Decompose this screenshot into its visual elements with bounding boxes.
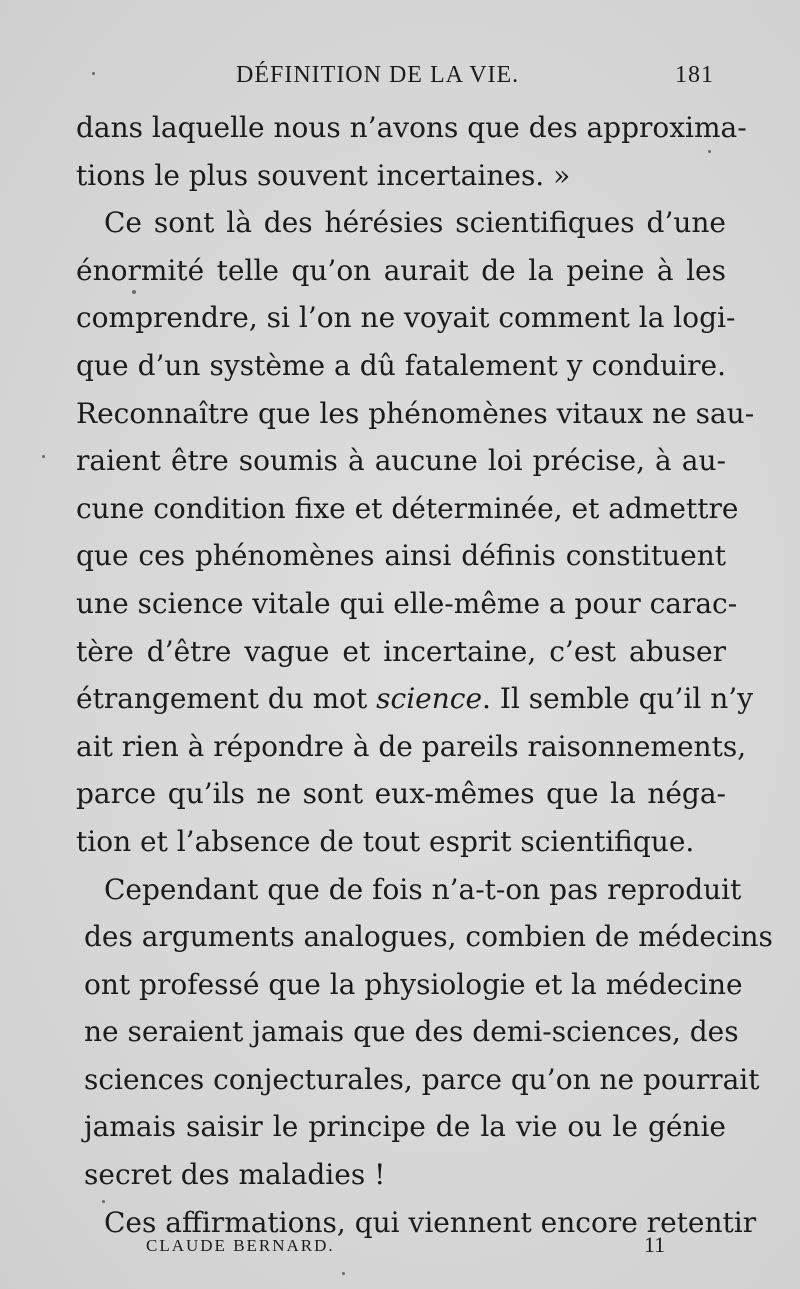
paper-speck: [42, 455, 45, 458]
paper-speck: [102, 1200, 105, 1203]
text-line: jamais saisir le principe de la vie ou le génie: [84, 1110, 726, 1144]
text-line: tion et l’absence de tout esprit scientifique.: [76, 824, 695, 858]
paper-speck: [132, 290, 136, 294]
printer-signature: CLAUDE BERNARD.: [146, 1236, 335, 1255]
italic-word: science: [376, 682, 483, 716]
text-line: ne seraient jamais que des demi-sciences, des: [84, 1015, 739, 1049]
text-line: que ces phénomènes ainsi définis constituent: [76, 539, 726, 573]
body-text: [76, 104, 773, 1246]
text-line: Ces affirmations, qui viennent encore retentir: [104, 1205, 757, 1239]
page-number: 181: [675, 62, 714, 88]
text-line: que d’un système a dû fatalement y conduire.: [76, 348, 726, 382]
text-line: Reconnaître que les phénomènes vitaux ne sau-: [76, 396, 755, 430]
text-line: [76, 675, 754, 723]
text-segment: . Il semble qu’il n’y: [482, 682, 754, 716]
text-line: dans laquelle nous n’avons que des approxima-: [76, 111, 747, 144]
paper-speck: [708, 150, 711, 153]
text-line: des arguments analogues, combien de médecins: [84, 920, 773, 954]
paper-speck: [342, 1272, 345, 1275]
running-head-title: DÉFINITION DE LA VIE.: [236, 62, 520, 88]
text-line: tions le plus souvent incertaines. »: [76, 158, 571, 192]
text-line: énormité telle qu’on aurait de la peine à les: [76, 253, 726, 287]
text-line: Cependant que de fois n’a-t-on pas reproduit: [104, 872, 742, 906]
text-line: comprendre, si l’on ne voyait comment la logi-: [76, 301, 736, 335]
text-line: ait rien à répondre à de pareils raisonnements,: [76, 729, 747, 763]
running-head: [236, 62, 714, 102]
sheet-number: 11: [644, 1232, 666, 1257]
paper-speck: [92, 72, 95, 75]
text-line: Ce sont là des hérésies scientifiques d’une: [104, 206, 726, 240]
text-line: ont professé que la physiologie et la médecine: [84, 967, 743, 1001]
text-line: parce qu’ils ne sont eux-mêmes que la néga-: [76, 777, 726, 811]
text-line: secret des maladies !: [84, 1158, 386, 1192]
text-line: cune condition fixe et déterminée, et admettre: [76, 491, 739, 525]
text-segment: étrangement du mot: [76, 682, 368, 716]
text-line: raient être soumis à aucune loi précise, à au-: [76, 444, 726, 478]
text-line: sciences conjecturales, parce qu’on ne pourrait: [84, 1062, 760, 1096]
text-line: une science vitale qui elle-même a pour carac-: [76, 586, 738, 620]
text-line: tère d’être vague et incertaine, c’est abuser: [76, 634, 726, 668]
